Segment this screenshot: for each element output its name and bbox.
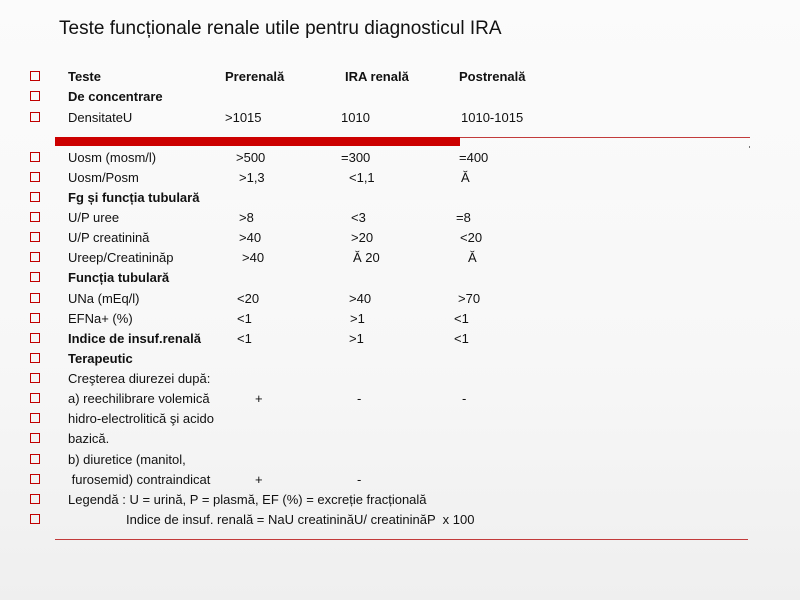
- prerenal-cell: >1,3: [239, 170, 265, 185]
- renal-cell: Ă 20: [353, 250, 380, 265]
- postrenal-cell: -: [462, 391, 467, 406]
- postrenal-cell: >70: [458, 291, 481, 306]
- square-bullet-icon: [30, 192, 40, 202]
- row-label: Uosm (mosm/l): [68, 150, 157, 165]
- table-row: [0, 149, 800, 167]
- square-bullet-icon: [30, 474, 40, 484]
- renal-cell: =300: [341, 150, 371, 165]
- row-label: Funcția tubulară: [68, 270, 170, 285]
- row-label: Indice de insuf.renală: [68, 331, 201, 346]
- square-bullet-icon: [30, 172, 40, 182]
- table-row: [0, 430, 800, 448]
- prerenal-cell: >40: [242, 250, 265, 265]
- square-bullet-icon: [30, 112, 40, 122]
- prerenal-cell: >500: [236, 150, 266, 165]
- row-label: Terapeutic: [68, 351, 133, 366]
- prerenal-cell: +: [255, 472, 263, 487]
- postrenal-cell: Ă: [461, 170, 470, 185]
- postrenal-cell: <20: [460, 230, 483, 245]
- row-label: Legendă : U = urină, P = plasmă, EF (%) = excreție fracțională: [68, 492, 427, 507]
- row-label: U/P uree: [68, 210, 120, 225]
- square-bullet-icon: [30, 393, 40, 403]
- table-row: [0, 410, 800, 428]
- row-label: EFNa+ (%): [68, 311, 133, 326]
- table-row: [0, 169, 800, 187]
- postrenal-cell: Ă: [468, 250, 477, 265]
- postrenal-cell: =400: [459, 150, 489, 165]
- prerenal-cell: <1: [237, 331, 252, 346]
- table-row: [0, 229, 800, 247]
- table-row: [0, 491, 800, 509]
- table-row: [0, 310, 800, 328]
- table-row: [0, 511, 800, 529]
- prerenal-cell: <20: [237, 291, 260, 306]
- prerenal-cell: <1: [237, 311, 252, 326]
- table-row: [0, 269, 800, 287]
- prerenal-cell: >1015: [225, 110, 262, 125]
- table-row: [0, 471, 800, 489]
- row-label: Uosm/Posm: [68, 170, 139, 185]
- row-label: DensitateU: [68, 110, 133, 125]
- table-row: [0, 189, 800, 207]
- square-bullet-icon: [30, 433, 40, 443]
- prerenal-cell: >40: [239, 230, 262, 245]
- row-label: Ureep/Creatininăp: [68, 250, 174, 265]
- square-bullet-icon: [30, 232, 40, 242]
- table-row: [0, 370, 800, 388]
- postrenal-cell: <1: [454, 311, 469, 326]
- square-bullet-icon: [30, 373, 40, 383]
- square-bullet-icon: [30, 252, 40, 262]
- postrenal-cell: Postrenală: [459, 69, 526, 84]
- row-label: Creşterea diurezei după:: [68, 371, 211, 386]
- renal-cell: >20: [351, 230, 374, 245]
- square-bullet-icon: [30, 333, 40, 343]
- table-row: [0, 330, 800, 348]
- prerenal-cell: Prerenală: [225, 69, 285, 84]
- renal-cell: <3: [351, 210, 366, 225]
- table-row: [0, 290, 800, 308]
- row-label: De concentrare: [68, 89, 163, 104]
- postrenal-cell: =8: [456, 210, 471, 225]
- row-label: furosemid) contraindicat: [68, 472, 211, 487]
- table-row: [0, 350, 800, 368]
- square-bullet-icon: [30, 494, 40, 504]
- square-bullet-icon: [30, 353, 40, 363]
- table-row: [0, 249, 800, 267]
- postrenal-cell: 1010-1015: [461, 110, 524, 125]
- row-label: a) reechilibrare volemică: [68, 391, 210, 406]
- postrenal-cell: <1: [454, 331, 469, 346]
- row-label: U/P creatinină: [68, 230, 150, 245]
- table-row: [0, 88, 800, 106]
- table-row: [0, 68, 800, 86]
- renal-cell: >1: [350, 311, 365, 326]
- square-bullet-icon: [30, 293, 40, 303]
- renal-cell: 1010: [341, 110, 370, 125]
- square-bullet-icon: [30, 514, 40, 524]
- row-label: UNa (mEq/l): [68, 291, 140, 306]
- row-label: hidro-electrolitică şi acido: [68, 411, 214, 426]
- square-bullet-icon: [30, 413, 40, 423]
- row-label: Indice de insuf. renală = NaU creatininăU/ creatininăP x 100: [126, 512, 475, 527]
- square-bullet-icon: [30, 152, 40, 162]
- table-row: [0, 109, 800, 127]
- square-bullet-icon: [30, 313, 40, 323]
- row-label: bazică.: [68, 431, 110, 446]
- row-label: Teste: [68, 69, 101, 84]
- renal-cell: IRA renală: [345, 69, 409, 84]
- table-row: [0, 390, 800, 408]
- square-bullet-icon: [30, 454, 40, 464]
- table-row: [0, 451, 800, 469]
- square-bullet-icon: [30, 272, 40, 282]
- square-bullet-icon: [30, 212, 40, 222]
- square-bullet-icon: [30, 71, 40, 81]
- renal-cell: -: [357, 391, 362, 406]
- prerenal-cell: >8: [239, 210, 254, 225]
- row-label: b) diuretice (manitol,: [68, 452, 186, 467]
- table-row: [0, 209, 800, 227]
- row-label: Fg și funcția tubulară: [68, 190, 200, 205]
- renal-cell: >40: [349, 291, 372, 306]
- renal-cell: <1,1: [349, 170, 375, 185]
- prerenal-cell: +: [255, 391, 263, 406]
- renal-cell: >1: [349, 331, 364, 346]
- renal-cell: -: [357, 472, 362, 487]
- square-bullet-icon: [30, 91, 40, 101]
- slide-title: Teste funcționale renale utile pentru diagnosticul IRA: [59, 18, 502, 39]
